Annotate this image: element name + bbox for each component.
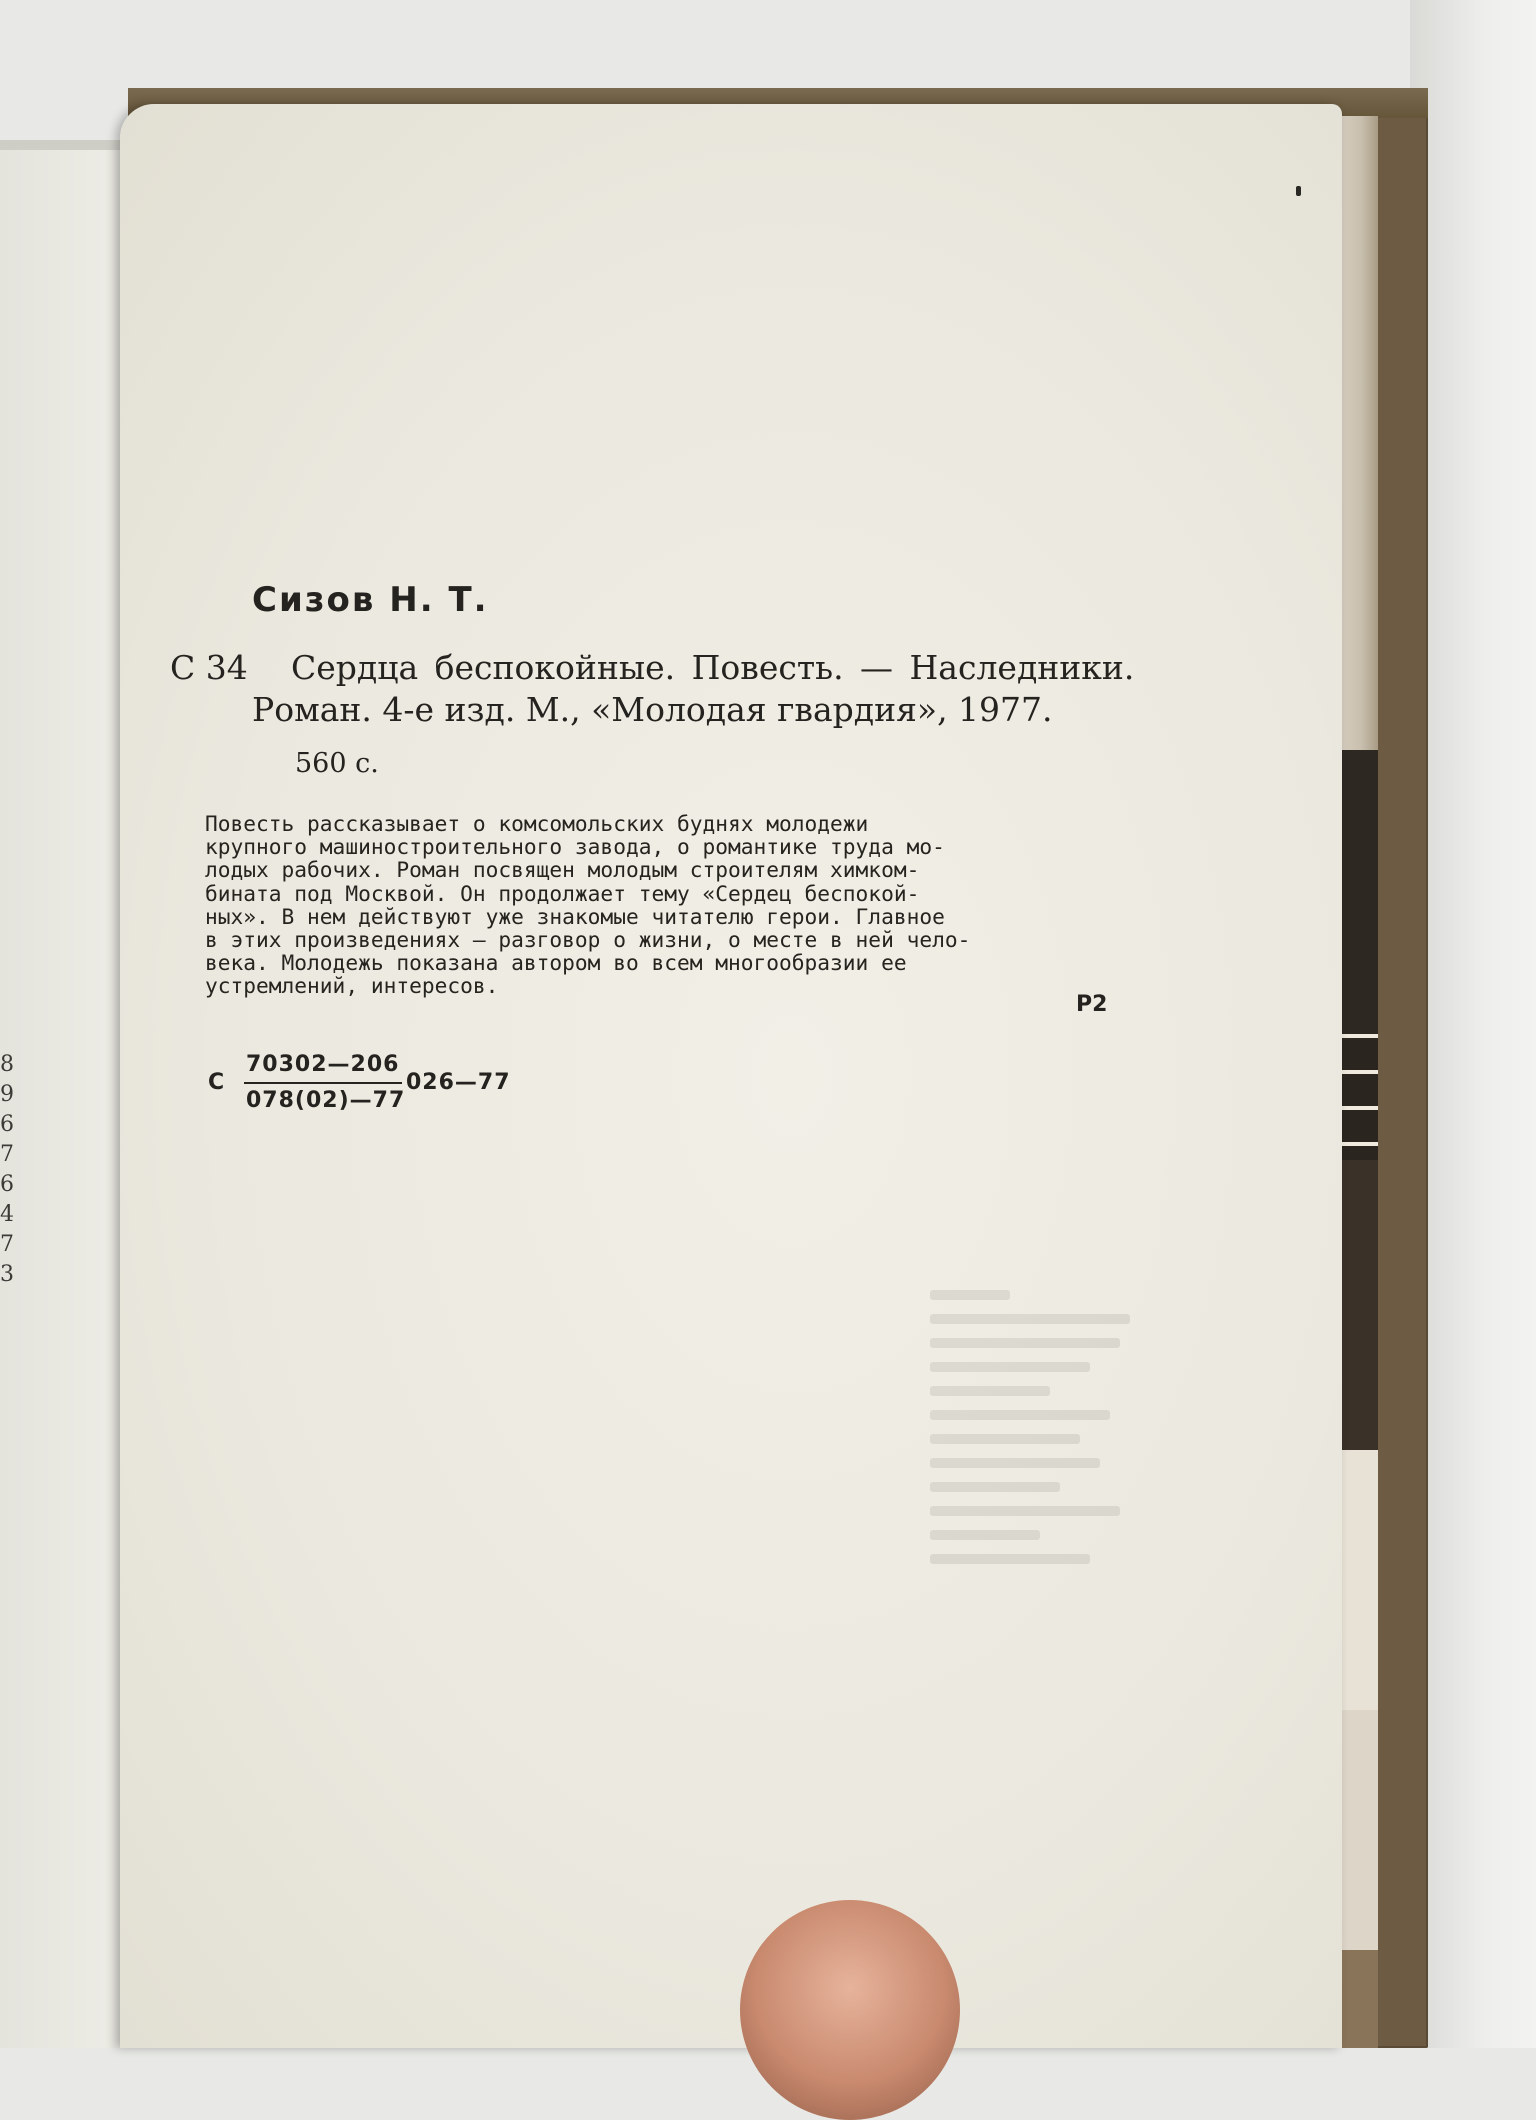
- left-digit: 3: [0, 1262, 14, 1287]
- publication-code-prefix: С: [208, 1070, 225, 1095]
- left-digit: 6: [0, 1172, 14, 1197]
- left-digit: 6: [0, 1112, 14, 1137]
- edge-tick: [1336, 1034, 1378, 1038]
- edge-stripe: [1336, 1710, 1378, 1950]
- edge-stripe: [1336, 1160, 1378, 1450]
- publication-code-tail: 026—77: [406, 1070, 511, 1095]
- edge-stripe: [1336, 750, 1378, 1040]
- edge-tick: [1336, 1070, 1378, 1074]
- finger: [740, 1900, 960, 2120]
- left-digit: 7: [0, 1142, 14, 1167]
- show-through-text: [930, 1290, 1130, 1790]
- annotation-text: [205, 812, 1111, 998]
- annotation-line: бината под Москвой. Он продолжает тему «Сердец беспокой-: [205, 880, 920, 906]
- annotation-line: крупного машиностроительного завода, о романтике труда мо-: [205, 834, 945, 860]
- left-digit: 7: [0, 1232, 14, 1257]
- left-page-digits: [0, 1050, 16, 1290]
- classification-code: Р2: [1076, 992, 1108, 1017]
- title-line-2: Роман. 4-е изд. М., «Молодая гвардия», 1977.: [252, 690, 1053, 729]
- annotation-line: Повесть рассказывает о комсомольских буднях молодежи: [205, 811, 869, 836]
- catalog-index: С 34: [170, 648, 248, 687]
- left-digit: 8: [0, 1052, 14, 1077]
- annotation-line: лодых рабочих. Роман посвящен молодым строителям химком-: [205, 857, 920, 883]
- left-digit: 4: [0, 1202, 14, 1227]
- left-digit: 9: [0, 1082, 14, 1107]
- annotation-line: устремлений, интересов.: [205, 973, 499, 999]
- annotation-line: века. Молодежь показана автором во всем многообразии ее: [205, 950, 907, 976]
- title-line-1: Сердца беспокойные. Повесть. — Наследники.: [291, 648, 1135, 687]
- annotation-line: в этих произведениях — разговор о жизни, о месте в ней чело-: [205, 927, 971, 953]
- edge-tick: [1336, 1142, 1378, 1146]
- author-name: Сизов Н. Т.: [252, 580, 489, 620]
- background-wall: [1410, 0, 1536, 2048]
- publication-code-denominator: 078(02)—77: [246, 1088, 406, 1113]
- edge-stripe: [1336, 1450, 1378, 1710]
- page-count: 560 с.: [295, 748, 379, 779]
- publication-code-numerator: 70302—206: [246, 1052, 400, 1077]
- edge-tick: [1336, 1106, 1378, 1110]
- fraction-bar: [244, 1082, 402, 1084]
- edge-stripe: [1336, 1950, 1378, 2048]
- annotation-line: ных». В нем действуют уже знакомые читателю герои. Главное: [205, 903, 945, 929]
- page-speck: [1296, 186, 1301, 196]
